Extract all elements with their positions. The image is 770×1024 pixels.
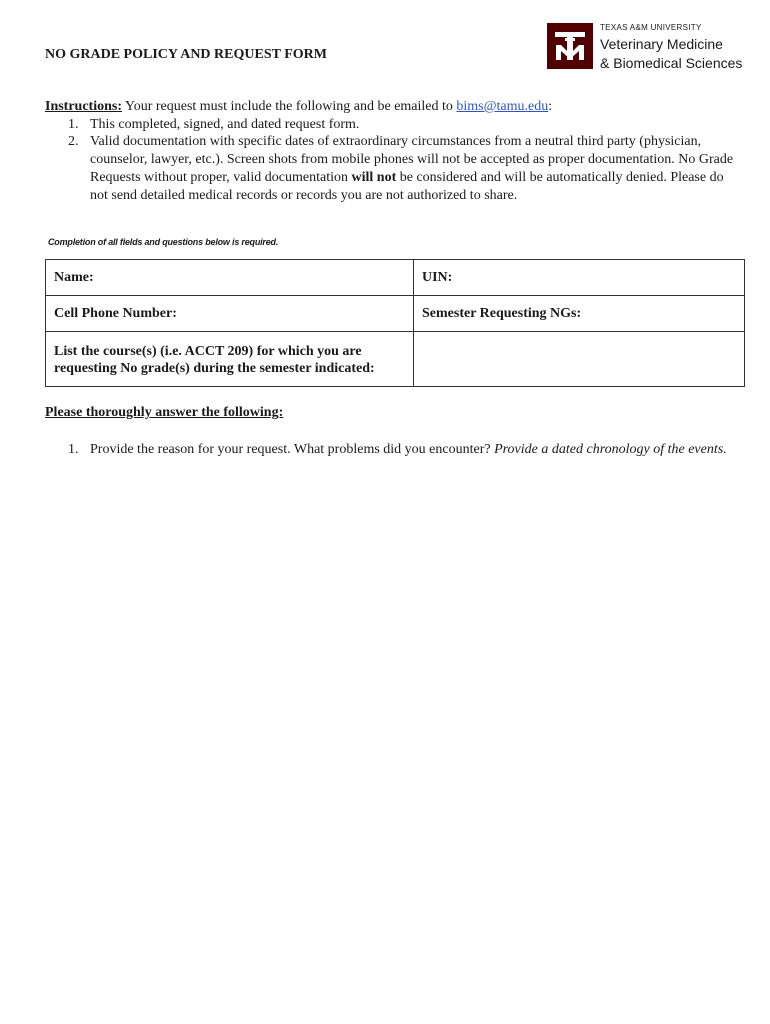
logo-line-1: Veterinary Medicine [600,36,723,52]
instructions-heading: Instructions: [45,99,123,114]
instructions-block [45,98,735,204]
name-field[interactable] [46,260,414,296]
questions-heading: Please thoroughly answer the following: [45,405,284,420]
list-item [45,116,735,134]
courses-field[interactable] [414,332,745,387]
list-item-text: Valid documentation with specific dates of extraordinary circumstances from a neutral third party (physician, counselor, lawyer, etc.). Screen shots from mobile phones will not be accepted as proper documentation. No Grade Requests without proper, valid documentation [90,134,734,185]
logo-line-2: & Biomedical Sciences [600,55,743,71]
list-item-emphasis: will not [351,169,397,185]
phone-label: Cell Phone Number: [54,305,177,321]
instructions-intro [45,98,735,116]
list-item [45,133,735,204]
atm-logo-icon [547,23,593,69]
semester-field[interactable] [414,296,745,332]
uin-label: UIN: [422,269,453,285]
uin-field[interactable] [414,260,745,296]
question-text: Provide the reason for your request. What problems did you encounter? [90,442,495,457]
courses-label-cell [46,332,414,387]
page-title: NO GRADE POLICY AND REQUEST FORM [45,47,327,62]
instructions-intro-end: : [548,99,553,114]
name-label: Name: [54,269,94,285]
list-item-text: This completed, signed, and dated request form. [90,116,360,132]
university-logo [547,21,757,73]
instructions-intro-text: Your request must include the following and be emailed to [122,99,457,114]
question-item [45,441,735,459]
question-italic-text: Provide a dated chronology of the events. [494,442,727,457]
list-item-number: 2. [68,134,79,150]
courses-label: List the course(s) (i.e. ACCT 209) for which you are requesting No grade(s) during the semester indicated: [54,344,375,376]
list-item-number: 1. [68,116,79,132]
question-number: 1. [68,442,79,457]
logo-university-text: TEXAS A&M UNIVERSITY [600,23,702,32]
email-link[interactable]: bims@tamu.edu [456,99,549,114]
request-form-table [45,259,745,387]
list-item-text-end: be considered and will be automatically denied. Please do not send detailed medical records or records you are not authorized to share. [90,169,724,203]
semester-label: Semester Requesting NGs: [422,305,582,321]
required-note: Completion of all fields and questions below is required. [48,237,279,247]
phone-field[interactable] [46,296,414,332]
question-row [45,441,735,459]
instructions-list [45,116,735,205]
